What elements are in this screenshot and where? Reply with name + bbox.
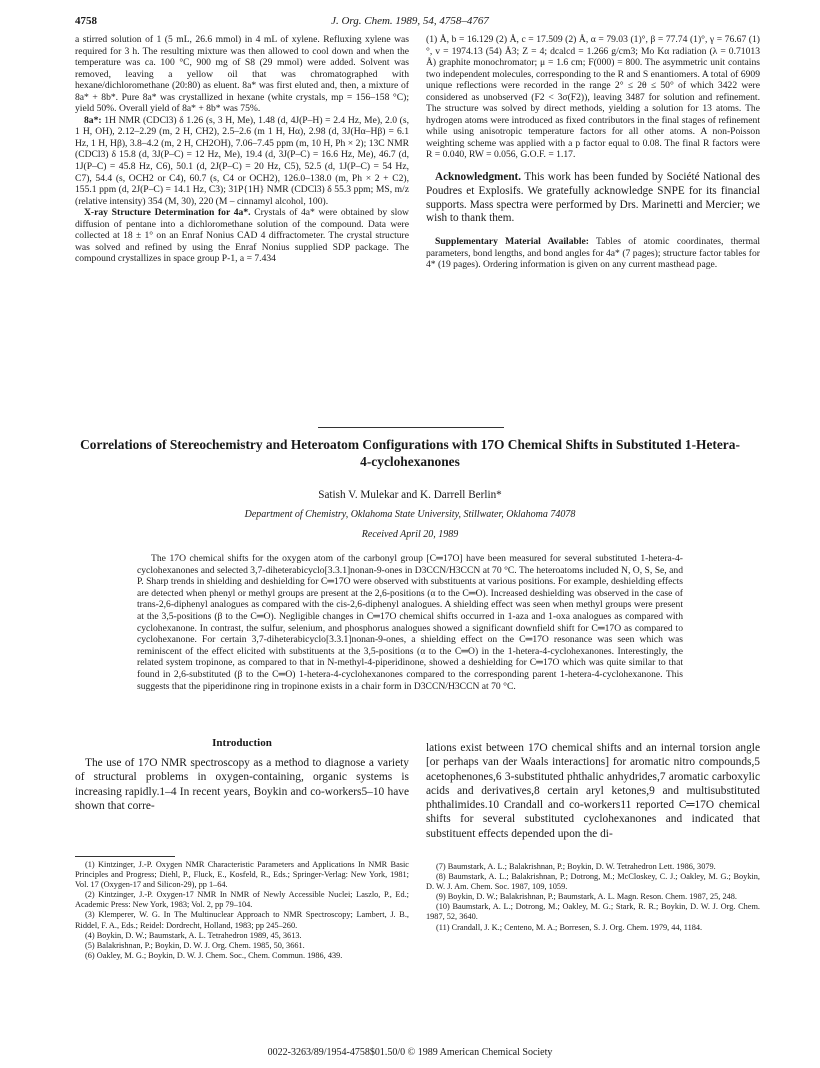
section-divider (318, 427, 504, 428)
received-date: Received April 20, 1989 (361, 529, 459, 540)
supplementary-heading: Supplementary Material Available: (435, 236, 589, 248)
article-title: Correlations of Stereochemistry and Heteroatom Configurations with 17O Chemical Shifts in Substituted 1-Hetera-4-cyclohexanones (80, 437, 740, 469)
footnote-rule (75, 856, 175, 857)
compound-label: 8a*: (84, 114, 102, 126)
xray-text: Crystals of 4a* were obtained by slow diffusion of pentane into a dichloromethane solution of the compound. Data were collected at 18 ± 1° on an Enraf Nonius CAD 4 diffractometer. The crystal structure was solved and refined by using the Enraf Nonius supplied SDP package. The compound crystallizes in space group P-1, a = 7.434 (75, 207, 409, 265)
article-affiliation: Department of Chemistry, Oklahoma State University, Stillwater, Oklahoma 74078 (244, 509, 576, 520)
footnotes-left (75, 856, 409, 961)
xray-heading: X-ray Structure Determination for 4a*. (84, 207, 251, 219)
footnote: (10) Baumstark, A. L.; Dotrong, M.; Oakley, M. G.; Stark, R. R.; Boykin, D. W. J. Org. Chem. 1987, 52, 3640. (426, 902, 760, 922)
footnote: (2) Kintzinger, J.-P. Oxygen-17 NMR In NMR of Newly Accessible Nuclei; Laszlo, P., Ed.; Academic Press: New York, 1983; Vol. 2, pp 79–104. (75, 890, 409, 910)
copyright-footer: 0022-3263/89/1954-4758$01.50/0 © 1989 American Chemical Society (267, 1047, 553, 1058)
experimental-paragraph: a stirred solution of 1 (5 mL, 26.6 mmol) in 4 mL of xylene. Refluxing xylene was required for 3 h. The resulting mixture was then allowed to cool down and when the temperature was ca. 100 °C, 900 mg of S8 (29 mmol) were added. Solvent was removed, leaving a yellow oil that was chromatographed with hexane/dichloromethane (20:80) as eluent. 8a* was first eluted and, then, a mixture of 8a* + 8b*. Pure 8a* was crystallized in hexane (white crystals, mp = 156–158 °C); yield 50%. Overall yield of 8a* + 8b* was 75%. (75, 34, 409, 115)
left-column (75, 34, 409, 265)
article-authors: Satish V. Mulekar and K. Darrell Berlin* (318, 489, 502, 501)
acknowledgment-paragraph (426, 171, 760, 226)
footnote: (11) Crandall, J. K.; Centeno, M. A.; Borresen, S. J. Org. Chem. 1979, 44, 1184. (436, 922, 703, 932)
right-column (426, 34, 760, 271)
nmr-data-text: 1H NMR (CDCl3) δ 1.26 (s, 3 H, Me), 1.48 (d, 4J(P–H) = 2.4 Hz, Me), 2.0 (s, 1 H, OH), 2.12–2.29 (m, 2 H, CH2), 2.5–2.6 (m 1 H, Hα), 2.98 (d, 3J(Hα–Hβ) = 6.1 Hz, 1 H, Hβ), 3.8–4.2 (m, 2 H, CH2OH), 7.06–7.45 ppm (m, 10 H, Ph × 2); 13C NMR (CDCl3) δ 15.8 (d, 3J(P–C) = 12 Hz, Me), 19.4 (d, 3J(P–C) = 16.6 Hz, Me), 46.7 (d, 1J(P–C) = 45.8 Hz, C6), 50.1 (d, 2J(P–C) = 20 Hz, C5), 52.5 (d, 1J(P–C) = 54 Hz, C7), 54.4 (s, OCH2 or C4), 60.7 (s, C4 or OCH2), 126.0–138.0 (m, Ph × 2 + C2), 155.1 ppm (d, 2J(P–C) = 14.1 Hz, C3); 31P{1H} NMR (CDCl3) δ 55.3 ppm; MS, m/z (relative intensity) 354 (M, 30), 220 (M – cinnamyl alcohol, 100). (75, 114, 409, 207)
introduction-heading: Introduction (212, 737, 272, 749)
acknowledgment-text: This work has been funded by Société National des Poudres et Explosifs. We gratefully acknowledge SNPE for its financial supports. Mass spectra were performed by Drs. Marinetti and Mercier; we wish to thank them. (426, 171, 760, 225)
footnote: (5) Balakrishnan, P.; Boykin, D. W. J. Org. Chem. 1985, 50, 3661. (85, 940, 305, 950)
page-number: 4758 (75, 15, 97, 27)
nmr-data-paragraph (75, 115, 409, 207)
footnote: (4) Boykin, D. W.; Baumstark, A. L. Tetrahedron 1989, 45, 3613. (85, 930, 302, 940)
footnote: (7) Baumstark, A. L.; Balakrishnan, P.; Boykin, D. W. Tetrahedron Lett. 1986, 3079. (436, 862, 716, 871)
acknowledgment-heading: Acknowledgment. (435, 171, 522, 184)
introduction-right-text: lations exist between 17O chemical shifts and an internal torsion angle [or perhaps van der Waals interactions] for aromatic nitro compounds,5 acetophenones,6 3-substituted phthalic anhydrides,7 aromatic carboxylic acids and derivatives,8 certain aryl ketones,9 and multisubstituted phthalimides.10 Crandall and co-workers11 reported C═17O chemical shifts for several substituted cyclohexanones and indicated that substituent effects depended upon the di- (426, 742, 760, 840)
xray-paragraph (75, 207, 409, 265)
footnotes-right (426, 862, 760, 933)
footnote: (6) Oakley, M. G.; Boykin, D. W. J. Chem. Soc., Chem. Commun. 1986, 439. (85, 950, 343, 960)
journal-header: J. Org. Chem. 1989, 54, 4758–4767 (331, 15, 489, 27)
footnote: (9) Boykin, D. W.; Balakrishnan, P.; Baumstark, A. L. Magn. Reson. Chem. 1987, 25, 248. (436, 892, 737, 902)
abstract: The 17O chemical shifts for the oxygen atom of the carbonyl group [C═17O] have been measured for several substituted 1-hetera-4-cyclohexanones and selected 3,7-diheterabicyclo[3.3.1]nonan-9-ones in D3CCN/H3CCN at 70 °C. The heteroatoms included N, O, S, Se, and P. Sharp trends in shielding and deshielding for C═17O were observed with substituents at various positions. For example, deshielding effects are detected when phenyl or methyl groups are present at the 2,6-positions (α to the C═O). Increased deshielding was observed in the case of trans-2,6-diphenyl analogues as compared with the cis-2,6-diphenyl analogues. A shielding effect was seen when methyl groups were present at the 3,5-positions (β to the C═O). Negligible changes in C═17O chemical shifts occurred in 1-aza and 1-oxa analogues as compared with cyclohexanone. In contrast, the sulfur, selenium, and phosphorus analogues showed a significant downfield shift for C═17O as compared to cyclohexanone. For certain 3,7-diheterabicyclo[3.3.1]nonan-9-ones, a shielding effect on the C═17O resonance was seen which was reminiscent of the effect elicited with substituents at the 3,5-positions (α to the C═O) in the 1-hetera-4-cyclohexanones. Interestingly, the related system tropinone, as compared to that in N-methyl-4-piperidinone, showed a deshielding for C═17O which was quite similar to that found in 2,6-substituted (β to the C═O) 1-hetera-4-cyclohexanones compared to the corresponding parent 1-hetera-4-cyclohexanone. This suggests that the piperidinone ring in tropinone exists in a chair form in D3CCN/H3CCN at 70 °C. (137, 553, 683, 692)
footnote: (1) Kintzinger, J.-P. Oxygen NMR Characteristic Parameters and Applications In NMR Basic Principles and Progress; Diehl, P., Fluck, E., Kosfeld, R., Eds.; Springer-Verlag: New York, 1981; Vol. 17 (Oxygen-17 and Silicon-29), pp 1–64. (75, 860, 409, 890)
footnote: (8) Baumstark, A. L.; Balakrishnan, P.; Dotrong, M.; McCloskey, C. J.; Oakley, M. G.; Boykin, D. W. J. Am. Chem. Soc. 1987, 109, 1059. (426, 872, 760, 892)
footnote: (3) Klemperer, W. G. In The Multinuclear Approach to NMR Spectroscopy; Lambert, J. B., Riddel, F. A., Eds.; Reidel: Dordrecht, Holland, 1983; pp 245–260. (75, 910, 409, 930)
supplementary-text: Tables of atomic coordinates, thermal parameters, bond lengths, and bond angles for 4a* (7 pages); structure factor tables for 4* (19 pages). Ordering information is given on any current masthead page. (426, 236, 760, 271)
crystal-data-paragraph: (1) Å, b = 16.129 (2) Å, c = 17.509 (2) Å, α = 79.03 (1)°, β = 77.74 (1)°, γ = 76.67 (1)°, v = 1974.13 (54) Å3; Z = 4; dcalcd = 1.266 g/cm3; Mo Kα radiation (λ = 0.71013 Å) graphite monochromator; μ = 1.6 cm; F(000) = 800. The asymmetric unit contains two independent molecules, corresponding to the R and S enantiomers. A total of 6909 unique reflections were recorded in the range 2° ≤ 2θ ≤ 50° of which 3422 were considered as unobserved (F2 < 3σ(F2)), leaving 3487 for solution and refinement. The structure was solved by direct methods, yielding a solution for 13 atoms. The hydrogen atoms were introduced as fixed contributors in the final stages of refinement while using anisotropic temperature factors for all other atoms. A non-Poisson weighting scheme was applied with a p factor equal to 0.08. The final R factors were R = 0.040, RW = 0.056, G.O.F. = 1.17. (426, 34, 760, 161)
supplementary-paragraph (426, 236, 760, 271)
introduction-left-text: The use of 17O NMR spectroscopy as a method to diagnose a variety of structural problems in oxygen-containing, organic systems is increasing rapidly.1–4 In recent years, Boykin and co-workers5–10 have shown that corre- (75, 757, 409, 812)
